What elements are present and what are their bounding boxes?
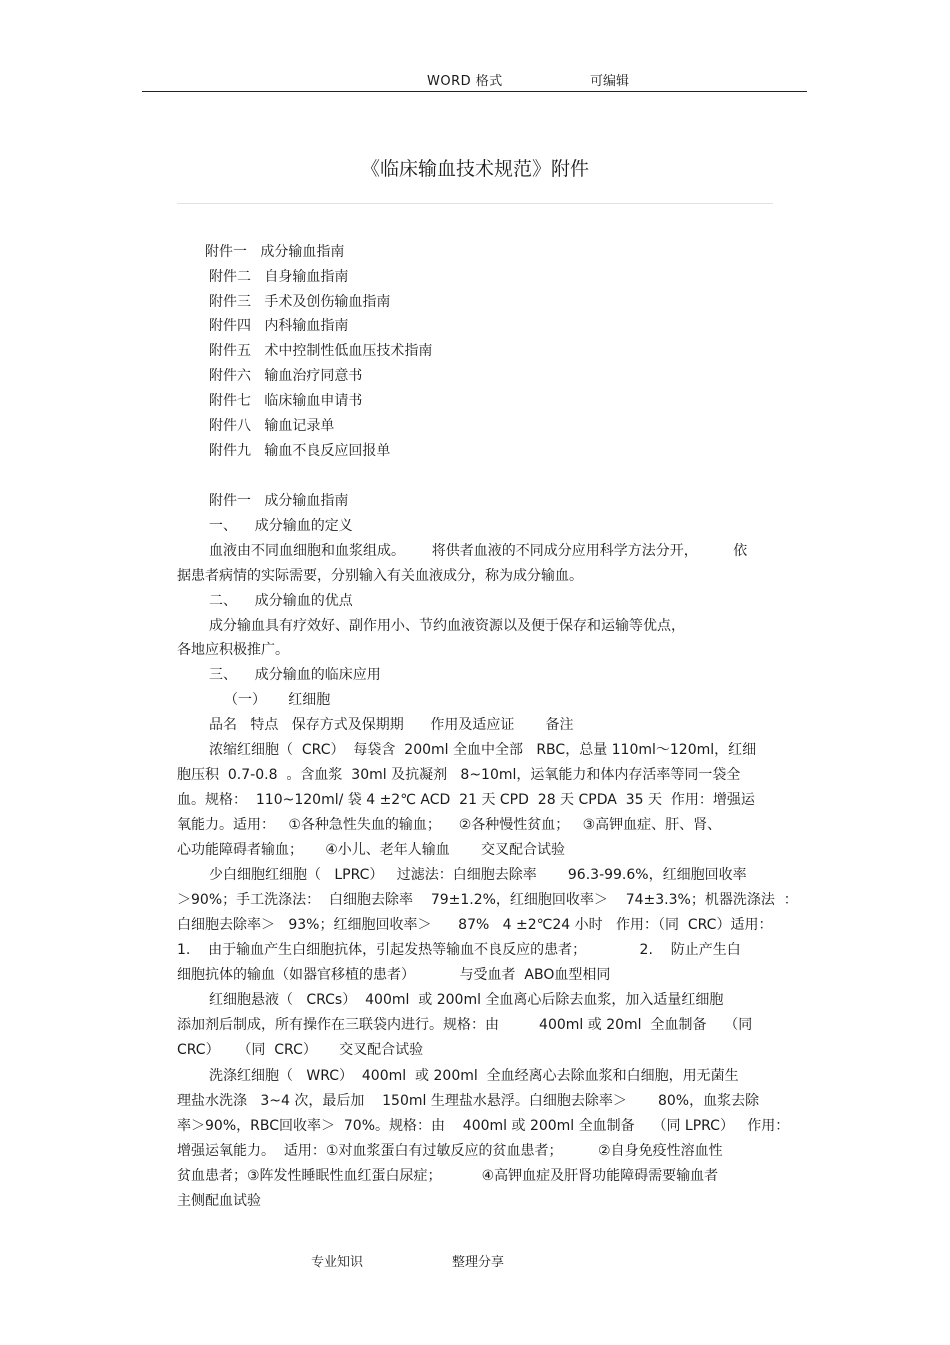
body-line: 浓缩红细胞（ CRC） 每袋含 200ml 全血中全部 RBC，总量 110ml～120ml，红细: [209, 742, 757, 758]
section-heading: 附件一 成分输血指南: [209, 493, 349, 509]
toc-item: 附件八 输血记录单: [209, 418, 335, 434]
table-header-line: 品名 特点 保存方式及保期期 作用及适应证 备注: [209, 717, 574, 733]
subsection-heading: 三、 成分输血的临床应用: [209, 667, 381, 683]
toc-item: 附件七 临床输血申请书: [209, 393, 363, 409]
title-divider: [177, 203, 773, 204]
body-line: 白细胞去除率＞ 93%；红细胞回收率＞ 87% 4 ±2℃24 小时 作用：（同 CRC）适用：: [177, 917, 773, 933]
document-title: 《临床输血技术规范》附件: [360, 158, 589, 180]
body-line: ＞90%；手工洗涤法： 白细胞去除率 79±1.2%，红细胞回收率＞ 74±3.3%；机器洗涤法 ：: [177, 892, 798, 908]
body-line: 理盐水洗涤 3~4 次，最后加 150ml 生理盐水悬浮。白细胞去除率＞ 80%，血浆去除: [177, 1093, 760, 1109]
subsection-heading: 二、 成分输血的优点: [209, 593, 353, 609]
body-line: 细胞抗体的输血（如器官移植的患者） 与受血者 ABO血型相同: [177, 967, 611, 983]
toc-item: 附件五 术中控制性低血压技术指南: [209, 343, 433, 359]
body-line: 各地应积极推广。: [177, 642, 289, 658]
body-line: 1. 由于输血产生白细胞抗体，引起发热等输血不良反应的患者； 2. 防止产生白: [177, 942, 741, 958]
body-line: 氧能力。适用： ①各种急性失血的输血； ②各种慢性贫血； ③高钾血症、肝、肾、: [177, 817, 722, 833]
footer-right-text: 整理分享: [452, 1255, 505, 1270]
toc-item: 附件三 手术及创伤输血指南: [209, 294, 391, 310]
body-line: 据患者病情的实际需要，分别输入有关血液成分，称为成分输血。: [177, 568, 583, 584]
body-line: 胞压积 0.7-0.8 。含血浆 30ml 及抗凝剂 8~10ml，运氧能力和体内存活率等同一袋全: [177, 767, 741, 783]
body-line: 增强运氧能力。 适用：①对血浆蛋白有过敏反应的贫血患者； ②自身免疫性溶血性: [177, 1143, 723, 1159]
footer-left-text: 专业知识: [311, 1255, 364, 1270]
body-line: 血。规格： 110~120ml/ 袋 4 ±2℃ ACD 21 天 CPD 28 天 CPDA 35 天 作用：增强运: [177, 792, 755, 808]
body-line: 成分输血具有疗效好、副作用小、节约血液资源以及便于保存和运输等优点，: [209, 618, 685, 634]
toc-item: 附件一 成分输血指南: [205, 244, 345, 260]
subsection-heading: （一） 红细胞: [224, 692, 331, 708]
header-left-text: WORD 格式: [427, 74, 503, 89]
header-right-text: 可编辑: [590, 74, 630, 89]
subsection-heading: 一、 成分输血的定义: [209, 518, 353, 534]
page-header: [0, 70, 950, 90]
body-line: 主侧配血试验: [177, 1193, 261, 1209]
body-line: 红细胞悬液（ CRCs） 400ml 或 200ml 全血离心后除去血浆，加入适量红细胞: [209, 992, 724, 1008]
header-rule: [142, 91, 807, 92]
body-line: 少白细胞红细胞（ LPRC） 过滤法：白细胞去除率 96.3-99.6%，红细胞回收率: [209, 867, 747, 883]
toc-item: 附件九 输血不良反应回报单: [209, 443, 391, 459]
toc-item: 附件四 内科输血指南: [209, 318, 349, 334]
body-line: 率＞90%，RBC回收率＞ 70%。规格：由 400ml 或 200ml 全血制备 （同 LPRC） 作用：: [177, 1118, 790, 1134]
body-line: 洗涤红细胞（ WRC） 400ml 或 200ml 全血经离心去除血浆和白细胞，用无菌生: [209, 1068, 739, 1084]
toc-item: 附件六 输血治疗同意书: [209, 368, 363, 384]
body-line: 心功能障碍者输血； ④小儿、老年人输血 交叉配合试验: [177, 842, 565, 858]
toc-item: 附件二 自身输血指南: [209, 269, 349, 285]
body-line: 添加剂后制成，所有操作在三联袋内进行。规格：由 400ml 或 20ml 全血制备 （同: [177, 1017, 753, 1033]
body-line: 贫血患者；③阵发性睡眠性血红蛋白尿症； ④高钾血症及肝肾功能障碍需要输血者: [177, 1168, 719, 1184]
body-line: CRC） （同 CRC） 交叉配合试验: [177, 1042, 424, 1058]
body-line: 血液由不同血细胞和血浆组成。 将供者血液的不同成分应用科学方法分开， 依: [209, 543, 748, 559]
